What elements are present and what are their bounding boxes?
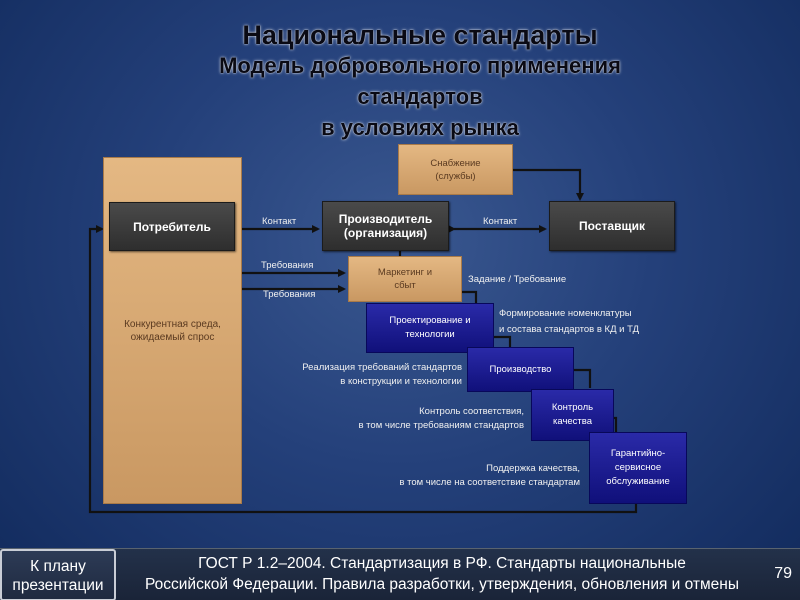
competitive-environment-label: Конкурентная среда, ожидаемый спрос: [124, 318, 221, 343]
marketing-label: Маркетинг и сбыт: [377, 267, 433, 291]
arrow-supply-supplier: [513, 170, 580, 199]
subtitle-line-3: в условиях рынка: [321, 115, 519, 140]
subtitle-line-2: стандартов: [357, 84, 483, 109]
label-requirements-2: Требования: [263, 289, 316, 300]
footer-bar: [0, 548, 800, 600]
consumer-label: Потребитель: [133, 219, 211, 234]
warranty-label: Гарантийно-сервисное обслуживание: [606, 448, 670, 487]
label-implementation-line-1: Реализация требований стандартов: [302, 362, 462, 373]
slide-title: Национальные стандарты: [242, 20, 598, 50]
label-implementation-line-2: в конструкции и технологии: [340, 376, 462, 387]
label-nomenclature: [499, 307, 639, 337]
label-conformity: [290, 405, 524, 433]
label-support-line-1: Поддержка качества,: [486, 463, 580, 474]
page-number: 79: [774, 565, 792, 582]
label-requirements-1: Требования: [261, 260, 314, 271]
production-label: Производство: [489, 363, 552, 375]
design-label: Проектирование и технологии: [389, 315, 471, 340]
supplier-label: Поставщик: [579, 219, 645, 233]
label-conformity-line-1: Контроль соответствия,: [419, 406, 524, 417]
quality-control-label: Контроль качества: [551, 402, 594, 427]
line-production-quality: [574, 370, 590, 388]
supply-box: [398, 144, 513, 195]
supply-label: Снабжение (службы): [430, 157, 481, 182]
producer-box: [322, 201, 449, 251]
production-box: [467, 347, 574, 392]
label-nomenclature-line-2: и состава стандартов в КД и ТД: [499, 324, 640, 335]
warranty-box: [589, 432, 687, 504]
producer-label: Производитель (организация): [338, 212, 433, 240]
consumer-box: [109, 202, 235, 251]
source-line-2: Российской Федерации. Правила разработки, утверждения, обновления и отмены: [145, 576, 739, 593]
line-design-production: [494, 337, 510, 347]
design-box: [366, 303, 494, 353]
label-implementation: [240, 361, 462, 389]
label-nomenclature-line-1: Формирование номенклатуры: [499, 308, 632, 319]
label-contact-right: Контакт: [483, 216, 518, 227]
label-support-line-2: в том числе на соответствие стандартам: [399, 477, 580, 488]
marketing-box: [348, 256, 462, 302]
label-conformity-line-2: в том числе требованиям стандартов: [358, 420, 524, 431]
subtitle-line-1: Модель добровольного применения: [219, 53, 621, 78]
label-support: [330, 462, 580, 490]
back-to-plan-button[interactable]: К плану презентации: [0, 549, 116, 600]
source-citation: [122, 553, 762, 595]
label-task-requirement: Задание / Требование: [468, 274, 567, 285]
source-line-1: ГОСТ Р 1.2–2004. Стандартизация в РФ. Стандарты национальные: [198, 555, 686, 572]
label-contact-left: Контакт: [262, 216, 297, 227]
supplier-box: [549, 201, 675, 251]
